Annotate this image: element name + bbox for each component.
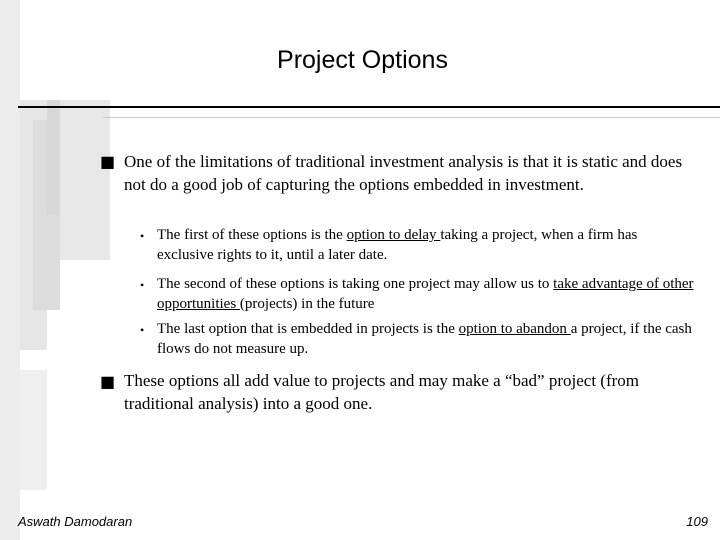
title-divider	[18, 106, 720, 108]
bullet-text-limitations: One of the limitations of traditional investment analysis is that it is static and does not do a good job of capturing the options embedded in investment.	[124, 152, 683, 194]
footer-author: Aswath Damodaran	[18, 514, 133, 529]
option-to-delay-term: option to delay	[346, 227, 441, 243]
decor-bar	[20, 370, 47, 490]
sub-bullet-option-expand	[157, 275, 697, 314]
sub-bullet-text: The second of these options is taking one project may allow us to	[157, 276, 554, 292]
slide-title: Project Options	[277, 46, 448, 74]
take-advantage-term: take advantage of other opportunities	[157, 276, 694, 312]
bullet-marker: ■	[100, 152, 116, 171]
decor-bar	[0, 0, 20, 540]
sub-bullet-text: taking a project, when a firm has exclusive rights to it, until a later date.	[157, 227, 638, 263]
sub-bullet-text: a project, if the cash flows do not measure up.	[157, 321, 692, 357]
page-number: 109	[686, 514, 708, 529]
sub-bullet-option-abandon	[157, 320, 697, 359]
sub-bullet-marker: •	[140, 323, 145, 337]
sub-bullet-text: The first of these options is the	[157, 227, 347, 243]
title-divider-light	[103, 117, 720, 118]
bullet-marker: ■	[100, 372, 116, 391]
decor-bar	[60, 100, 110, 260]
bullet-text-value-added: These options all add value to projects and may make a “bad” project (from traditional analysis) into a good one.	[124, 371, 640, 413]
sub-bullet-marker: •	[140, 278, 145, 292]
sub-bullet-text: The last option that is embedded in projects is the	[157, 321, 459, 337]
option-to-abandon-term: option to abandon	[458, 321, 571, 337]
sub-bullet-option-delay	[157, 226, 697, 265]
sub-bullet-text: (projects) in the future	[239, 295, 375, 312]
sub-bullet-marker: •	[140, 229, 145, 243]
